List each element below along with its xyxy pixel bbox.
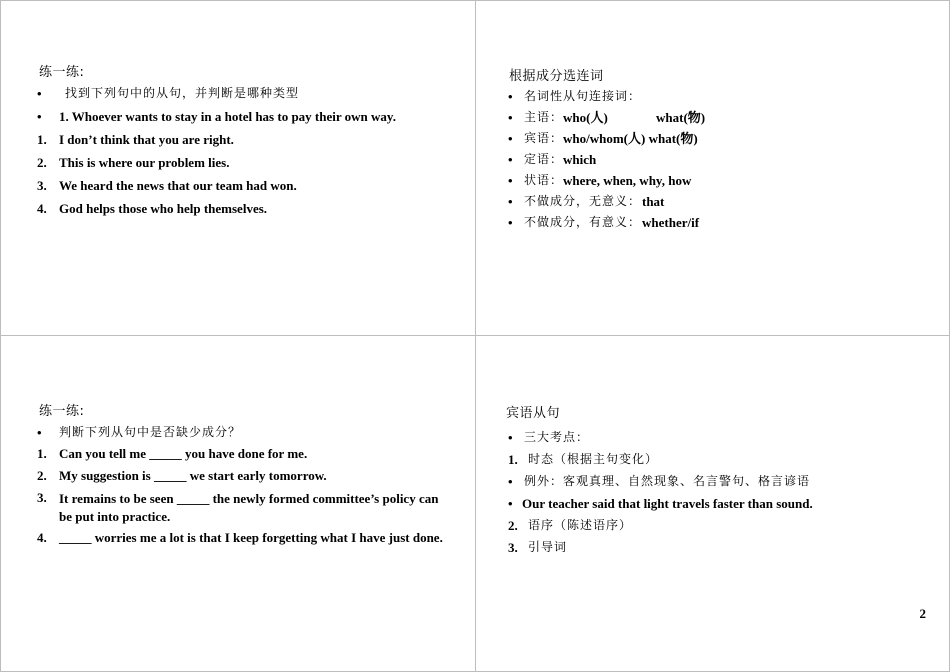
list-item-text: 判断下列从句中是否缺少成分？ bbox=[59, 425, 242, 439]
number-marker: 2. bbox=[37, 468, 47, 483]
list-item-text: 名词性从句连接词： bbox=[524, 89, 642, 103]
bullet-marker: • bbox=[508, 173, 513, 188]
number-marker: 1. bbox=[37, 446, 47, 461]
list-item-text: who/whom(人) what(物) bbox=[563, 131, 698, 146]
list-item-text: My suggestion is _____ we start early tomorrow. bbox=[59, 468, 327, 483]
bullet-marker: • bbox=[37, 109, 42, 124]
number-marker: 3. bbox=[37, 490, 47, 505]
number-marker: 2. bbox=[508, 518, 518, 533]
list-item-text: I don’t think that you are right. bbox=[59, 132, 234, 147]
list-item-label: 宾语： bbox=[524, 131, 564, 145]
number-marker: 3. bbox=[37, 178, 47, 193]
list-item-label: 主语： bbox=[524, 110, 564, 124]
bullet-marker: • bbox=[37, 86, 42, 101]
slide-practice-2 bbox=[0, 335, 476, 672]
bullet-marker: • bbox=[508, 430, 513, 445]
number-marker: 3. bbox=[508, 540, 518, 555]
list-item-text: 1. Whoever wants to stay in a hotel has to pay their own way. bbox=[59, 109, 396, 124]
list-item-text: 找到下列句中的从句，并判断是哪种类型 bbox=[65, 86, 300, 100]
bullet-marker: • bbox=[508, 215, 513, 230]
number-marker: 1. bbox=[37, 132, 47, 147]
bullet-marker: • bbox=[508, 474, 513, 489]
list-item-text: 时态（根据主句变化） bbox=[528, 452, 659, 466]
list-item-text: 引导词 bbox=[528, 540, 568, 554]
slide-practice-1 bbox=[0, 0, 476, 336]
list-item-text: Can you tell me _____ you have done for me. bbox=[59, 446, 308, 461]
slide-title: 练一练: bbox=[39, 404, 85, 419]
slide-title: 练一练: bbox=[39, 65, 85, 80]
list-item-text: 三大考点： bbox=[524, 430, 590, 444]
bullet-marker: • bbox=[508, 110, 513, 125]
list-item-text: who(人) bbox=[563, 110, 608, 125]
list-item-text: 例外：客观真理、自然现象、名言警句、格言谚语 bbox=[524, 474, 811, 488]
list-item-text: where, when, why, how bbox=[563, 173, 692, 188]
number-marker: 4. bbox=[37, 201, 47, 216]
number-marker: 4. bbox=[37, 530, 47, 545]
slide-title: 根据成分选连词 bbox=[509, 69, 604, 84]
list-item-label: 定语： bbox=[524, 152, 564, 166]
slide-title: 宾语从句 bbox=[506, 406, 561, 421]
list-item-text: We heard the news that our team had won. bbox=[59, 178, 297, 193]
list-item-text: that bbox=[642, 194, 665, 209]
list-item-text: God helps those who help themselves. bbox=[59, 201, 268, 216]
page-number: 2 bbox=[919, 606, 926, 621]
list-item-text: whether/if bbox=[642, 215, 700, 230]
list-item-text: _____ worries me a lot is that I keep forgetting what I have just done. bbox=[59, 530, 443, 545]
list-item-label: 不做成分，无意义： bbox=[524, 194, 642, 208]
list-item-text: which bbox=[563, 152, 597, 167]
number-marker: 2. bbox=[37, 155, 47, 170]
list-item-text: It remains to be seen _____ the newly formed committee’s policy can be put into practice. bbox=[59, 491, 439, 524]
slide-conjunctions bbox=[475, 0, 950, 336]
number-marker: 1. bbox=[508, 452, 518, 467]
list-item-text: Our teacher said that light travels faster than sound. bbox=[522, 496, 813, 511]
bullet-marker: • bbox=[37, 425, 42, 440]
bullet-marker: • bbox=[508, 89, 513, 104]
bullet-marker: • bbox=[508, 131, 513, 146]
list-item-label: 不做成分，有意义： bbox=[524, 215, 642, 229]
list-item-text: 语序（陈述语序） bbox=[528, 518, 633, 532]
slide-object-clause bbox=[475, 335, 950, 672]
list-item-label: 状语： bbox=[524, 173, 564, 187]
bullet-marker: • bbox=[508, 194, 513, 209]
list-item-text: This is where our problem lies. bbox=[59, 155, 230, 170]
list-item-text-secondary: what(物) bbox=[656, 110, 706, 125]
bullet-marker: • bbox=[508, 152, 513, 167]
bullet-marker: • bbox=[508, 496, 513, 511]
